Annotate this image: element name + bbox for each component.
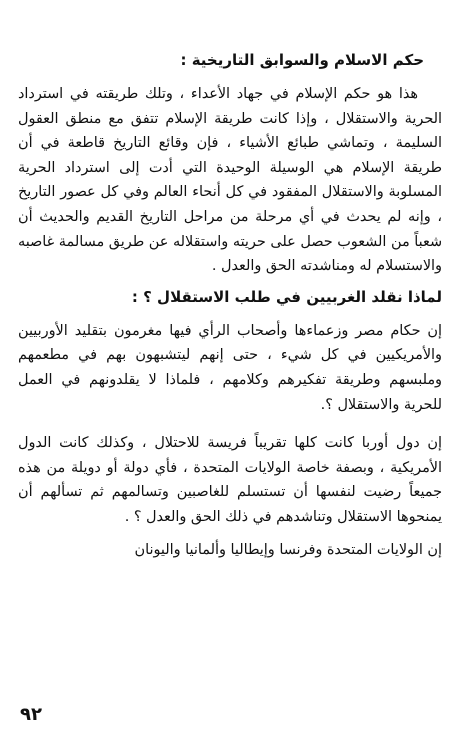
page-body	[18, 50, 442, 570]
paragraph-islam-ruling: هذا هو حكم الإسلام في جهاد الأعداء ، وتلك طريقته في استرداد الحرية والاستقلال ، وإذا كانت طريقة الإسلام تتفق مع منطق العقول السليمة ، وتماشي طبائع الأشياء ، فإن وقائع التاريخ قاطعة في أن طريقة الإسلام هي الوسيلة الوحيدة التي أدت إلى استرداد الحرية المسلوبة والاستقلال المفقود في كل أنحاء العالم وفي كل عصور التاريخ ، وإنه لم يحدث في أي مرحلة من مراحل التاريخ القديم والحديث أن شعباً من الشعوب حصل على حريته واستقلاله عن طريق مسالمة غاصبه والاستسلام له ومناشدته الحق والعدل .	[18, 86, 442, 275]
page-number: ٩٢	[20, 704, 42, 725]
paragraph-imitation: إن حكام مصر وزعماءها وأصحاب الرأي فيها مغرمون بتقليد الأوربيين والأمريكيين في كل شيء ، حتى إنهم ليتشبهون بهم في مطعمهم وملبسهم وطريقة تفكيرهم وكلامهم ، فلماذا لا يقلدونهم في العمل للحرية والاستقلال ؟.	[18, 322, 442, 413]
paragraph-countries: إن الولايات المتحدة وفرنسا وإيطاليا وألمانيا واليونان	[134, 541, 442, 558]
section-heading: حكم الاسلام والسوابق التاريخية :	[180, 51, 424, 69]
paragraph-europe: إن دول أوربا كانت كلها تقريباً فريسة للاحتلال ، وكذلك كانت الدول الأمريكية ، وبصفة خاصة الولايات المتحدة ، فأي دولة أو دويلة من هذه جميعاً رضيت لنفسها أن تستسلم للغاصبين وتسالمهم ثم تسألهم أن يمنحوها الاستقلال وتناشدهم في ذلك الحق والعدل ؟ .	[18, 435, 442, 525]
question-heading: لماذا نقلد الغربيين في طلب الاستقلال ؟ :	[131, 287, 442, 306]
